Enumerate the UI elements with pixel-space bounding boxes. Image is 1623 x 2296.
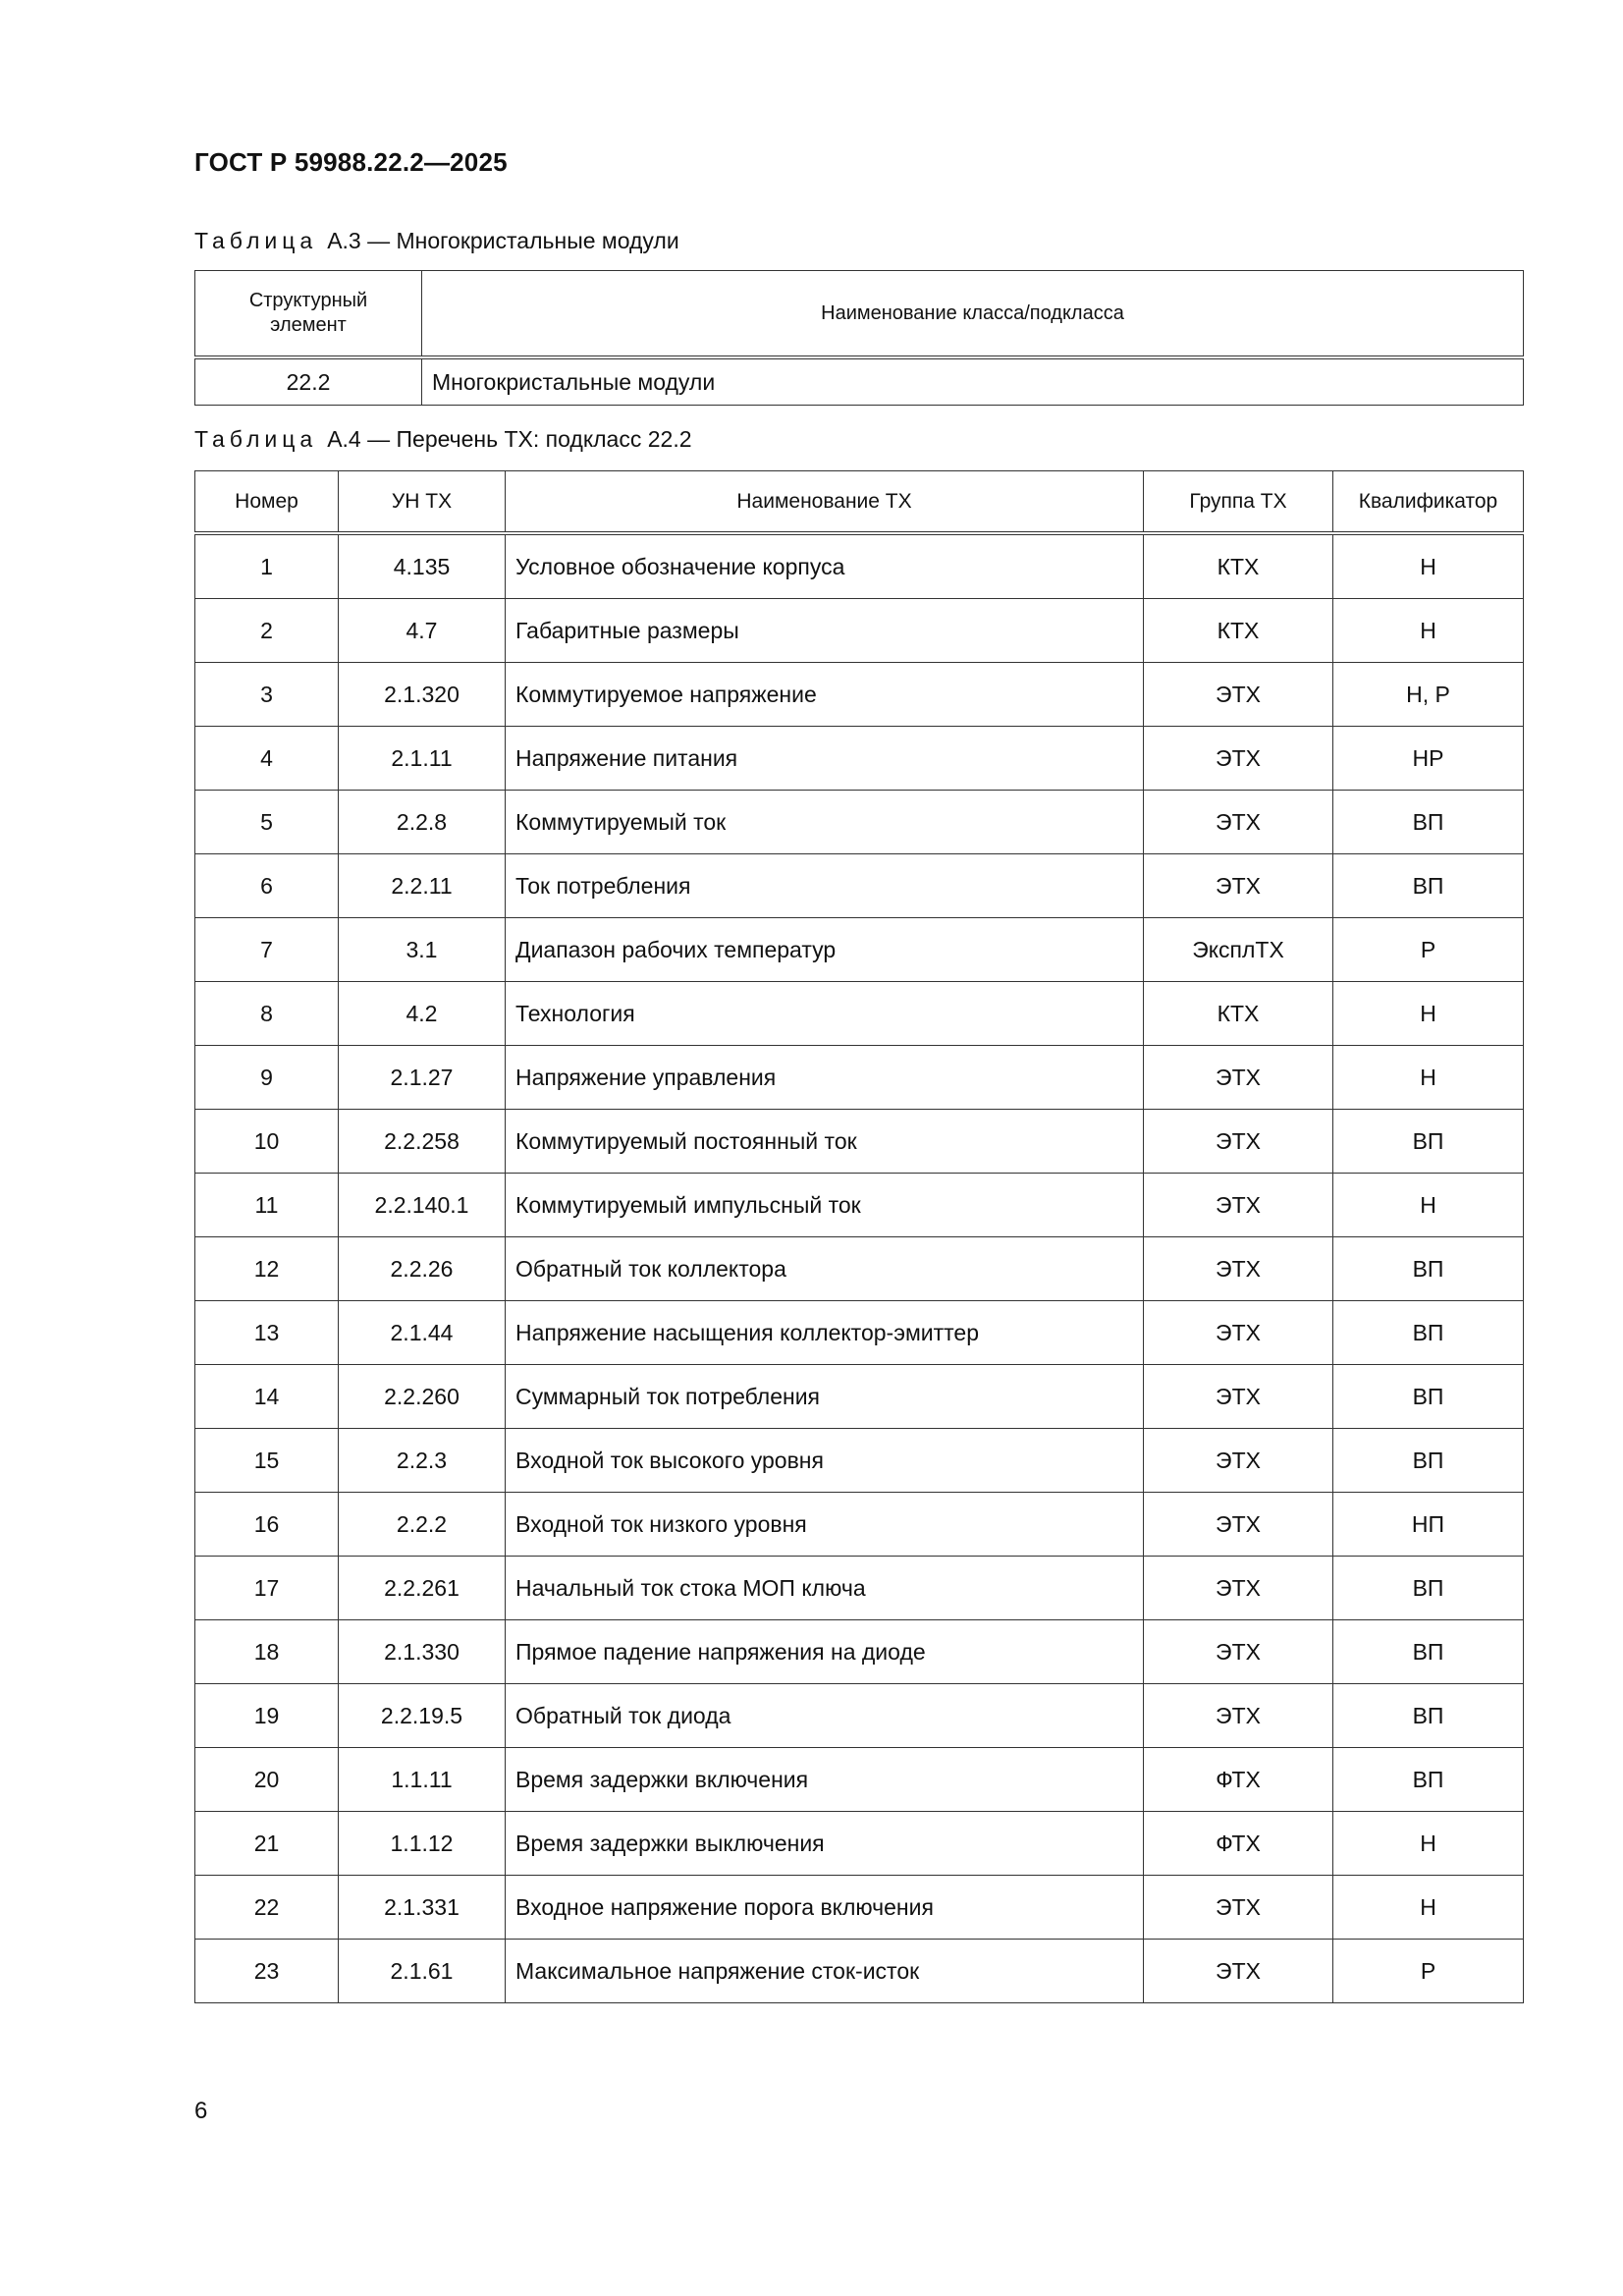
header-code: УН ТХ — [339, 471, 506, 534]
table-row — [195, 1620, 1524, 1684]
cell-qualifier: ВП — [1333, 1557, 1524, 1620]
cell-number: 21 — [195, 1812, 339, 1876]
cell-number: 2 — [195, 599, 339, 663]
table-row — [195, 1876, 1524, 1940]
table-a4 — [194, 470, 1524, 2003]
cell-group: ЭТХ — [1144, 1110, 1333, 1174]
cell-group: ЭТХ — [1144, 1620, 1333, 1684]
table-row — [195, 533, 1524, 599]
cell-number: 19 — [195, 1684, 339, 1748]
cell-code: 2.1.320 — [339, 663, 506, 727]
cell-qualifier: ВП — [1333, 1365, 1524, 1429]
cell-name: Обратный ток диода — [506, 1684, 1144, 1748]
cell-code: 2.1.27 — [339, 1046, 506, 1110]
cell-code: 2.2.258 — [339, 1110, 506, 1174]
cell-name: Входное напряжение порога включения — [506, 1876, 1144, 1940]
table-row — [195, 727, 1524, 791]
cell-name: Коммутируемый постоянный ток — [506, 1110, 1144, 1174]
cell-qualifier: Н — [1333, 1812, 1524, 1876]
cell-number: 17 — [195, 1557, 339, 1620]
table-row — [195, 854, 1524, 918]
cell-number: 6 — [195, 854, 339, 918]
cell-qualifier: Р — [1333, 1940, 1524, 2003]
header-qualifier: Квалификатор — [1333, 471, 1524, 534]
table-row — [195, 1557, 1524, 1620]
cell-qualifier: Н — [1333, 1046, 1524, 1110]
table-row — [195, 1429, 1524, 1493]
table-a3-header-element: Структурный элемент — [195, 271, 422, 358]
cell-qualifier: Н — [1333, 982, 1524, 1046]
cell-code: 2.2.8 — [339, 791, 506, 854]
cell-code: 2.2.261 — [339, 1557, 506, 1620]
cell-qualifier: ВП — [1333, 1429, 1524, 1493]
cell-qualifier: НП — [1333, 1493, 1524, 1557]
cell-number: 18 — [195, 1620, 339, 1684]
cell-name: Напряжение питания — [506, 727, 1144, 791]
cell-qualifier: Р — [1333, 918, 1524, 982]
cell-group: ЭТХ — [1144, 1046, 1333, 1110]
cell-number: 5 — [195, 791, 339, 854]
cell-name: Время задержки включения — [506, 1748, 1144, 1812]
cell-name: Максимальное напряжение сток-исток — [506, 1940, 1144, 2003]
table-row — [195, 1174, 1524, 1237]
table-a3-element-cell: 22.2 — [195, 357, 422, 406]
cell-code: 2.2.26 — [339, 1237, 506, 1301]
cell-number: 13 — [195, 1301, 339, 1365]
cell-qualifier: Н, Р — [1333, 663, 1524, 727]
cell-group: КТХ — [1144, 533, 1333, 599]
cell-code: 2.1.11 — [339, 727, 506, 791]
cell-qualifier: Н — [1333, 533, 1524, 599]
table-row — [195, 1301, 1524, 1365]
cell-group: ФТХ — [1144, 1748, 1333, 1812]
cell-code: 2.1.330 — [339, 1620, 506, 1684]
table-a3-caption-word: Таблица — [194, 228, 318, 253]
cell-name: Обратный ток коллектора — [506, 1237, 1144, 1301]
cell-name: Входной ток низкого уровня — [506, 1493, 1144, 1557]
cell-number: 7 — [195, 918, 339, 982]
table-a3 — [194, 270, 1524, 406]
cell-name: Начальный ток стока МОП ключа — [506, 1557, 1144, 1620]
cell-code: 2.2.11 — [339, 854, 506, 918]
cell-group: ЭТХ — [1144, 1684, 1333, 1748]
cell-group: ЭТХ — [1144, 1301, 1333, 1365]
table-row — [195, 1748, 1524, 1812]
table-a3-caption-text: А.3 — Многокристальные модули — [327, 228, 679, 253]
cell-number: 9 — [195, 1046, 339, 1110]
table-row — [195, 1237, 1524, 1301]
cell-code: 2.1.44 — [339, 1301, 506, 1365]
cell-code: 2.2.260 — [339, 1365, 506, 1429]
cell-group: ЭксплТХ — [1144, 918, 1333, 982]
table-row — [195, 1046, 1524, 1110]
cell-group: ЭТХ — [1144, 727, 1333, 791]
cell-name: Габаритные размеры — [506, 599, 1144, 663]
cell-code: 4.7 — [339, 599, 506, 663]
cell-code: 1.1.11 — [339, 1748, 506, 1812]
cell-qualifier: Н — [1333, 1876, 1524, 1940]
cell-group: ЭТХ — [1144, 1557, 1333, 1620]
cell-name: Коммутируемое напряжение — [506, 663, 1144, 727]
cell-name: Напряжение управления — [506, 1046, 1144, 1110]
table-a4-header-row — [195, 471, 1524, 534]
table-row — [195, 357, 1524, 406]
cell-code: 2.1.61 — [339, 1940, 506, 2003]
cell-group: ФТХ — [1144, 1812, 1333, 1876]
table-a3-header-name: Наименование класса/подкласса — [422, 271, 1524, 358]
table-row — [195, 1365, 1524, 1429]
table-row — [195, 1940, 1524, 2003]
table-row — [195, 1684, 1524, 1748]
cell-qualifier: ВП — [1333, 1301, 1524, 1365]
cell-group: ЭТХ — [1144, 854, 1333, 918]
cell-qualifier: ВП — [1333, 1237, 1524, 1301]
table-a3-caption — [194, 228, 679, 254]
cell-name: Время задержки выключения — [506, 1812, 1144, 1876]
cell-code: 2.2.140.1 — [339, 1174, 506, 1237]
table-row — [195, 918, 1524, 982]
page-number: 6 — [194, 2098, 208, 2124]
table-a4-caption — [194, 426, 692, 453]
cell-name: Диапазон рабочих температур — [506, 918, 1144, 982]
cell-name: Технология — [506, 982, 1144, 1046]
table-row — [195, 1812, 1524, 1876]
header-number: Номер — [195, 471, 339, 534]
cell-qualifier: НР — [1333, 727, 1524, 791]
cell-number: 14 — [195, 1365, 339, 1429]
cell-group: ЭТХ — [1144, 1940, 1333, 2003]
cell-number: 16 — [195, 1493, 339, 1557]
cell-number: 22 — [195, 1876, 339, 1940]
cell-qualifier: ВП — [1333, 1684, 1524, 1748]
table-row — [195, 599, 1524, 663]
cell-group: ЭТХ — [1144, 663, 1333, 727]
cell-name: Коммутируемый импульсный ток — [506, 1174, 1144, 1237]
cell-name: Ток потребления — [506, 854, 1144, 918]
cell-qualifier: ВП — [1333, 854, 1524, 918]
cell-qualifier: ВП — [1333, 791, 1524, 854]
table-row — [195, 982, 1524, 1046]
cell-qualifier: ВП — [1333, 1110, 1524, 1174]
cell-number: 4 — [195, 727, 339, 791]
table-row — [195, 1493, 1524, 1557]
cell-code: 2.1.331 — [339, 1876, 506, 1940]
cell-code: 2.2.3 — [339, 1429, 506, 1493]
table-row — [195, 1110, 1524, 1174]
cell-code: 1.1.12 — [339, 1812, 506, 1876]
cell-number: 10 — [195, 1110, 339, 1174]
table-a4-caption-word: Таблица — [194, 426, 318, 452]
cell-number: 20 — [195, 1748, 339, 1812]
table-a3-header-row — [195, 271, 1524, 358]
header-group: Группа ТХ — [1144, 471, 1333, 534]
cell-name: Напряжение насыщения коллектор-эмиттер — [506, 1301, 1144, 1365]
cell-code: 4.135 — [339, 533, 506, 599]
cell-group: ЭТХ — [1144, 1365, 1333, 1429]
header-name: Наименование ТХ — [506, 471, 1144, 534]
cell-name: Условное обозначение корпуса — [506, 533, 1144, 599]
cell-number: 1 — [195, 533, 339, 599]
cell-name: Коммутируемый ток — [506, 791, 1144, 854]
cell-number: 3 — [195, 663, 339, 727]
cell-group: ЭТХ — [1144, 1237, 1333, 1301]
cell-group: КТХ — [1144, 599, 1333, 663]
cell-group: ЭТХ — [1144, 1429, 1333, 1493]
cell-number: 12 — [195, 1237, 339, 1301]
table-a4-body — [195, 533, 1524, 2003]
cell-number: 23 — [195, 1940, 339, 2003]
cell-qualifier: Н — [1333, 1174, 1524, 1237]
document-code: ГОСТ Р 59988.22.2—2025 — [194, 147, 508, 177]
cell-code: 2.2.2 — [339, 1493, 506, 1557]
table-row — [195, 791, 1524, 854]
table-a3-name-cell: Многокристальные модули — [422, 357, 1524, 406]
cell-number: 11 — [195, 1174, 339, 1237]
cell-number: 15 — [195, 1429, 339, 1493]
cell-group: ЭТХ — [1144, 1876, 1333, 1940]
cell-name: Входной ток высокого уровня — [506, 1429, 1144, 1493]
cell-code: 2.2.19.5 — [339, 1684, 506, 1748]
cell-name: Суммарный ток потребления — [506, 1365, 1144, 1429]
cell-group: ЭТХ — [1144, 1493, 1333, 1557]
table-a4-caption-text: А.4 — Перечень ТХ: подкласс 22.2 — [327, 426, 692, 452]
cell-group: ЭТХ — [1144, 791, 1333, 854]
cell-qualifier: ВП — [1333, 1748, 1524, 1812]
cell-number: 8 — [195, 982, 339, 1046]
cell-qualifier: Н — [1333, 599, 1524, 663]
table-row — [195, 663, 1524, 727]
cell-code: 4.2 — [339, 982, 506, 1046]
cell-code: 3.1 — [339, 918, 506, 982]
cell-qualifier: ВП — [1333, 1620, 1524, 1684]
cell-group: КТХ — [1144, 982, 1333, 1046]
cell-group: ЭТХ — [1144, 1174, 1333, 1237]
cell-name: Прямое падение напряжения на диоде — [506, 1620, 1144, 1684]
